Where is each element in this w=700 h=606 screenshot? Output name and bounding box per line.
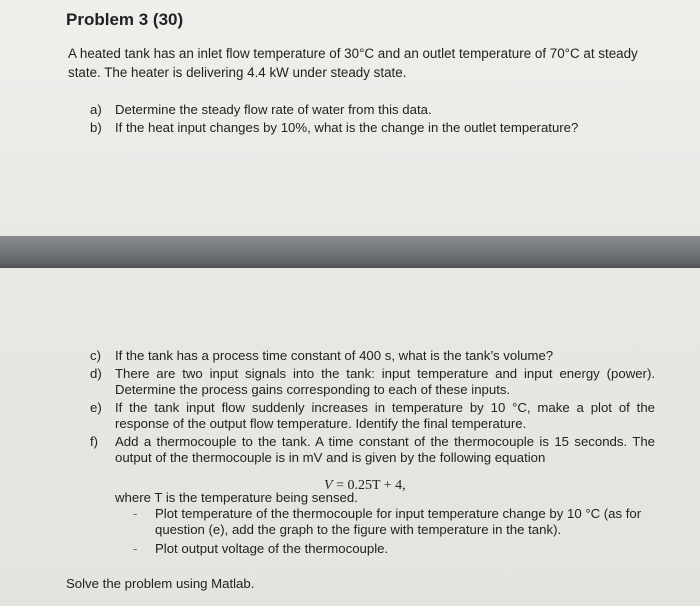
page-divider-band <box>0 236 700 268</box>
sub-bullet-text: Plot temperature of the thermocouple for input temperature change by 10 °C (as for question (e), add the graph to the figure with temperature in the tank). <box>155 506 642 537</box>
question-label: d) <box>90 366 102 381</box>
dash-icon: - <box>133 506 138 521</box>
question-c <box>90 348 655 364</box>
question-text: If the tank has a process time constant of 400 s, what is the tank’s volume? <box>115 348 554 363</box>
question-list-ab <box>90 102 650 138</box>
sub-bullet-list <box>133 506 653 560</box>
solve-instruction: Solve the problem using Matlab. <box>66 576 255 591</box>
question-label: e) <box>90 400 102 415</box>
question-text: There are two input signals into the tank: input temperature and input energy (power). Determine the process gains corresponding to each of these inputs. <box>115 366 655 397</box>
equation-rhs: = 0.25T + 4, <box>336 478 406 493</box>
question-b <box>90 120 650 136</box>
question-text: Add a thermocouple to the tank. A time constant of the thermocouple is 15 seconds. The output of the thermocouple is in mV and is given by the following equation <box>115 434 655 465</box>
question-label: f) <box>90 434 99 449</box>
problem-title: Problem 3 (30) <box>66 10 184 29</box>
intro-paragraph: A heated tank has an inlet flow temperature of 30°C and an outlet temperature of 70°C at steady state. The heater is delivering 4.4 kW under steady state. <box>68 46 638 80</box>
question-f <box>90 434 655 466</box>
question-label: b) <box>90 120 102 135</box>
question-text: If the heat input changes by 10%, what is the change in the outlet temperature? <box>115 120 579 135</box>
question-text: Determine the steady flow rate of water from this data. <box>115 102 432 117</box>
sub-bullet-item <box>133 506 653 538</box>
question-list-cf <box>90 348 655 468</box>
question-label: c) <box>90 348 101 363</box>
question-a <box>90 102 650 118</box>
equation-lhs: V <box>324 478 333 493</box>
sub-bullet-text: Plot output voltage of the thermocouple. <box>155 541 389 556</box>
dash-icon: - <box>133 541 138 556</box>
question-text: If the tank input flow suddenly increases in temperature by 10 °C, make a plot of the response of the output flow temperature. Identify the final temperature. <box>115 400 655 431</box>
question-label: a) <box>90 102 102 117</box>
question-d <box>90 366 655 398</box>
sub-bullet-item <box>133 541 653 557</box>
question-e <box>90 400 655 432</box>
where-clause: where T is the temperature being sensed. <box>115 490 358 505</box>
